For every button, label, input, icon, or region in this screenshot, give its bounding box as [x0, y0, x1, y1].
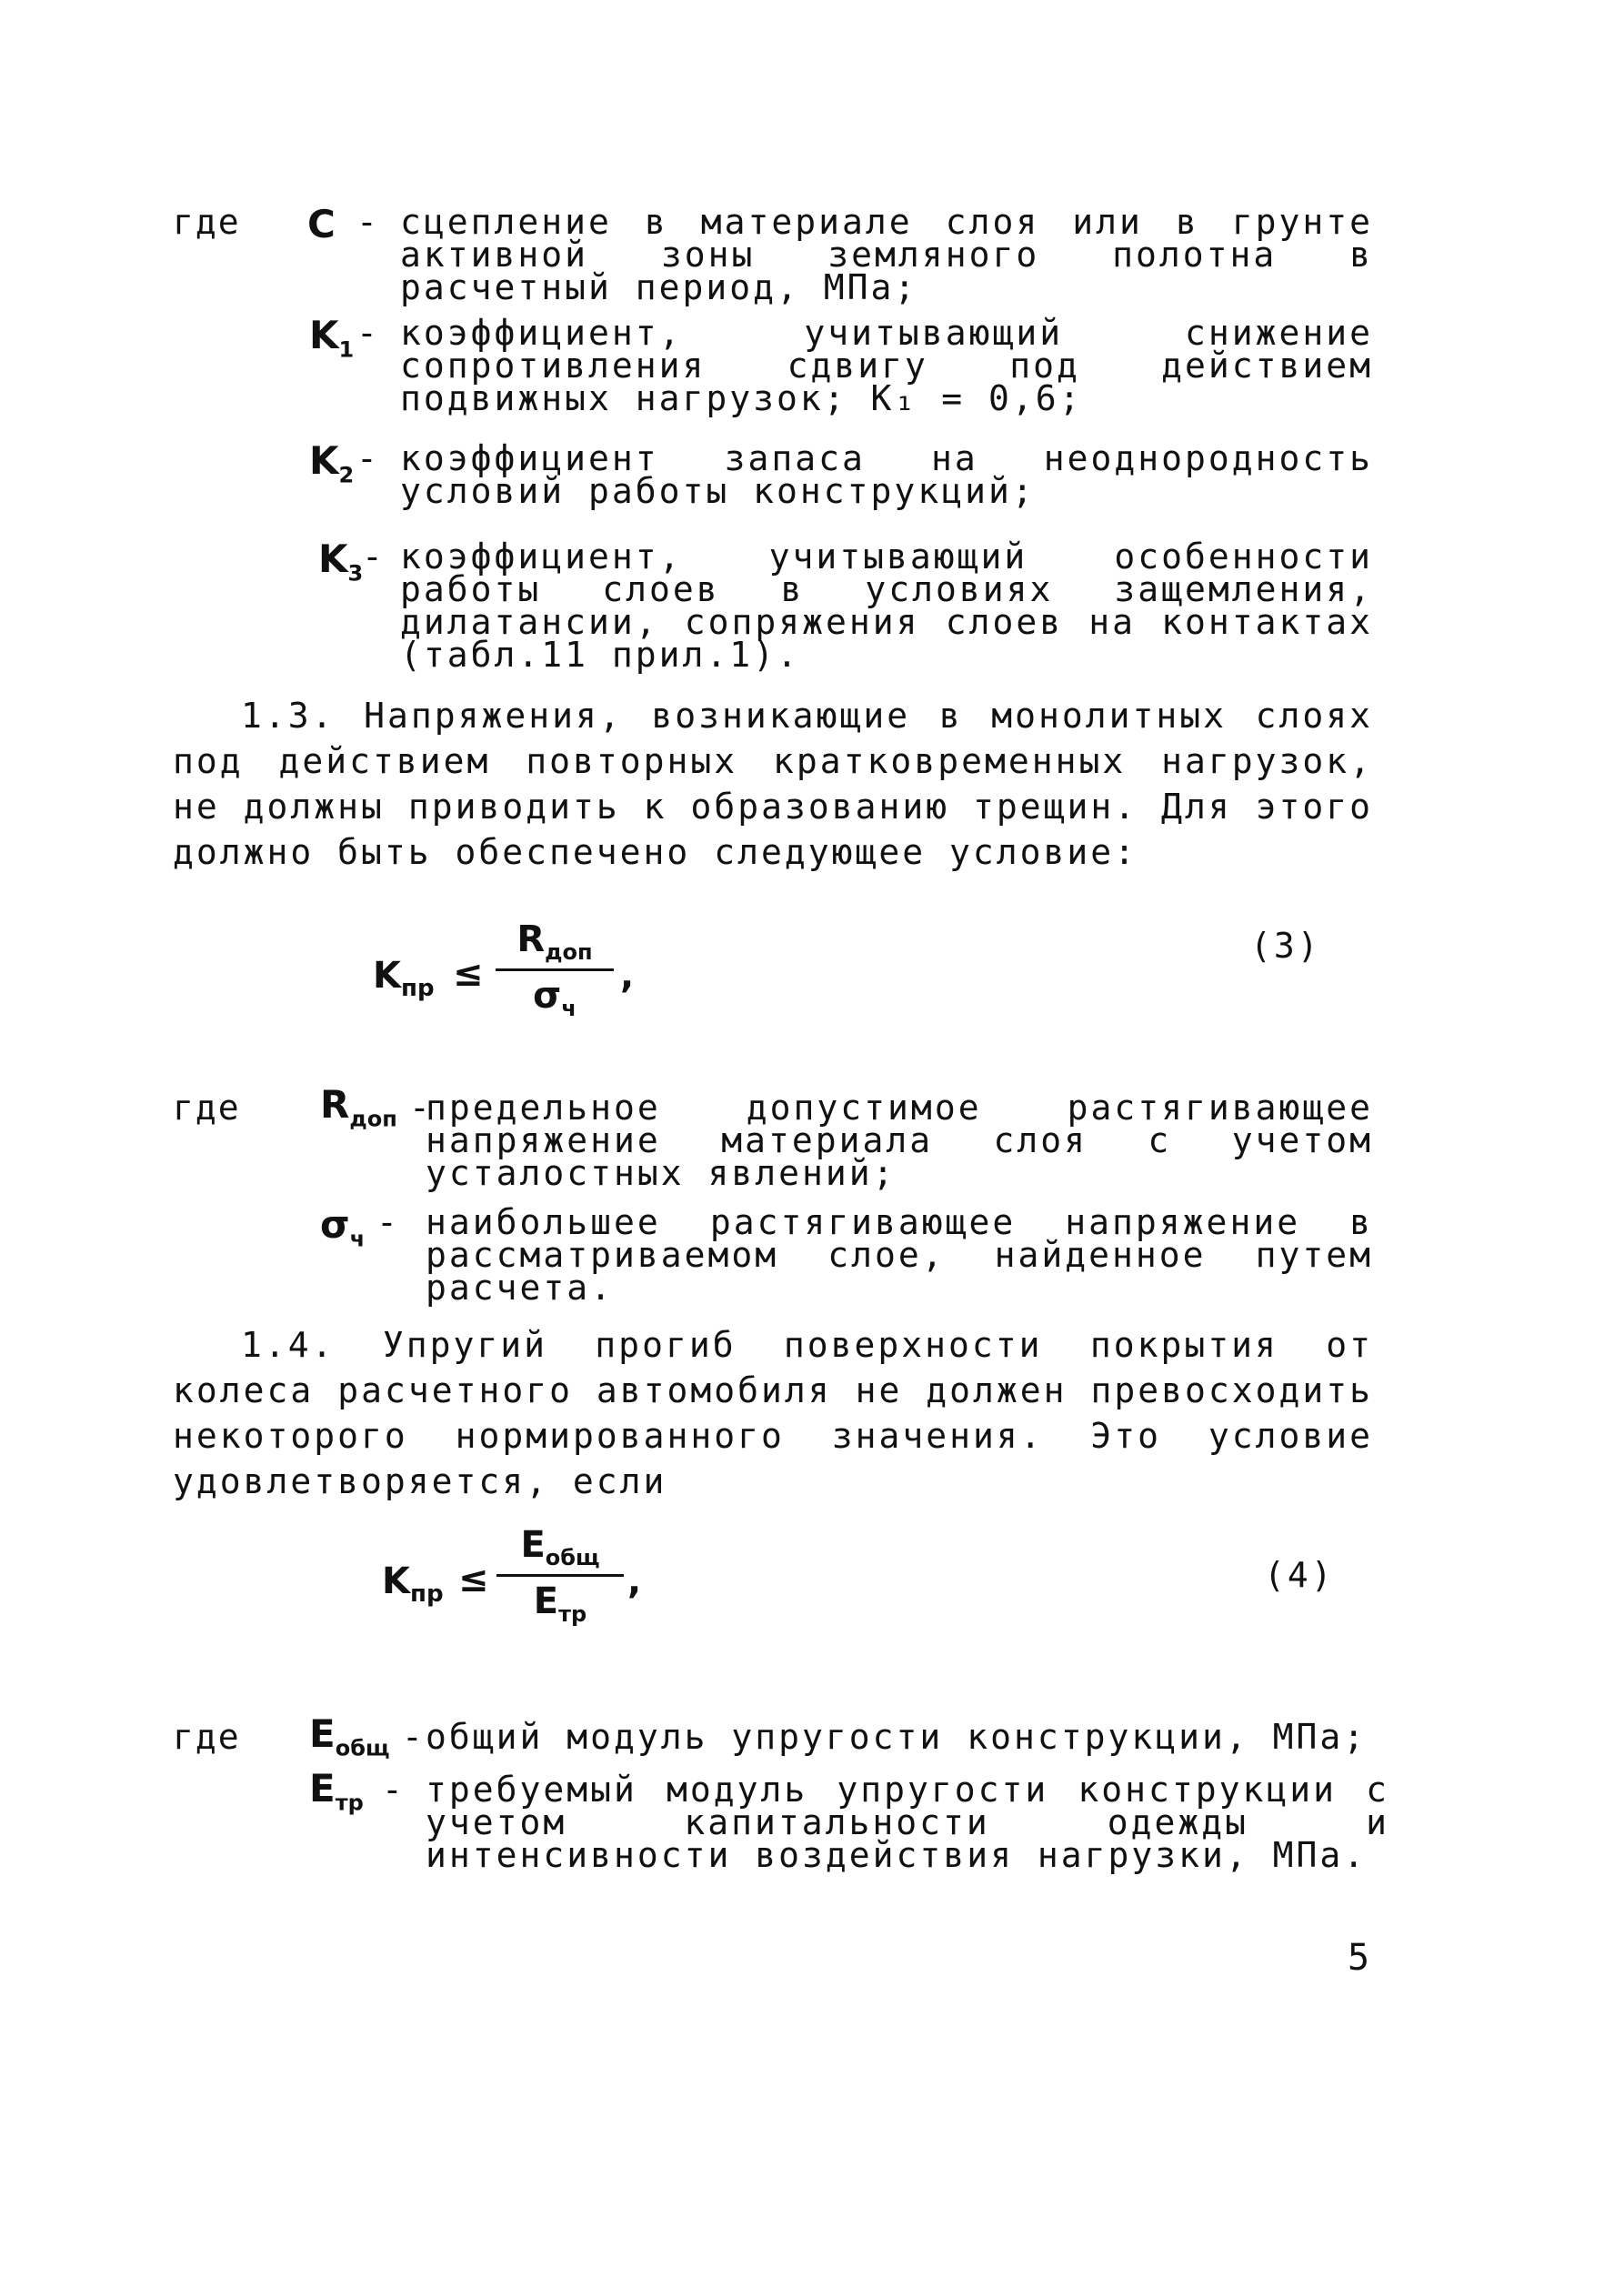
definition-sigma: наибольшее растягивающее напряжение в рассматриваемом слое, найденное путем расчета. — [426, 1202, 1373, 1308]
page-number: 5 — [1348, 1937, 1370, 1979]
equation-number-4: (4) — [1264, 1555, 1335, 1595]
definition-k3: коэффициент, учитывающий особенности работы слоев в условиях защемления, дилатансии, сопряжения слоев на контактах (табл.11 прил.1). — [400, 537, 1373, 675]
formula-4: $K_{пр}$ ≤ $E_{общ}$ $E_{тр}$ , — [382, 1524, 642, 1627]
symbol-e-obsh: $E_{общ}$ — [309, 1711, 390, 1761]
dash: - — [356, 202, 377, 242]
dash: - — [356, 438, 377, 478]
symbol-e-tr: $E_{тр}$ — [309, 1766, 364, 1816]
dash: - — [362, 537, 383, 577]
symbol-c: C — [307, 202, 336, 246]
definition-e-obsh: общий модуль упругости конструкции, МПа; — [426, 1717, 1368, 1757]
dash: - — [376, 1202, 397, 1242]
formula-3: $K_{пр}$ ≤ $R_{доп}$ $\sigma_ч$ , — [373, 918, 635, 1021]
definition-e-tr: требуемый модуль упругости конструкции с учетом капитальности одежды и интенсивности воздействия нагрузки, МПа. — [426, 1770, 1389, 1875]
where-label-3: где — [173, 1717, 241, 1757]
symbol-k1: $K_1$ — [309, 313, 355, 363]
symbol-r-dop: $R_{доп}$ — [320, 1082, 397, 1132]
paragraph-1-4: 1.4. Упругий прогиб поверхности покрытия от колеса расчетного автомобиля не должен превосходить некоторого нормированного значения. Это условие удовлетворяется, если — [173, 1325, 1373, 1501]
where-label-2: где — [173, 1088, 241, 1128]
dash: - — [356, 313, 377, 353]
definition-c: сцепление в материале слоя или в грунте активной зоны земляного полотна в расчетный период, МПа; — [400, 202, 1373, 307]
definition-k1: коэффициент, учитывающий снижение сопротивления сдвигу под действием подвижных нагрузок; K₁ = 0,6; — [400, 313, 1373, 418]
symbol-k2: $K_2$ — [309, 438, 355, 488]
definition-k2: коэффициент запаса на неоднородность условий работы конструкций; — [400, 438, 1373, 511]
symbol-sigma: $\sigma_ч$ — [320, 1202, 366, 1252]
paragraph-1-3: 1.3. Напряжения, возникающие в монолитных слоях под действием повторных кратковременных нагрузок, не должны приводить к образованию трещин. Для этого должно быть обеспечено следующее условие: — [173, 696, 1373, 872]
dash: - — [409, 1088, 430, 1128]
symbol-k3: $K_3$ — [318, 537, 364, 587]
where-label-1: где — [173, 202, 241, 242]
definition-r-dop: предельное допустимое растягивающее напряжение материала слоя с учетом усталостных явлений; — [426, 1088, 1373, 1193]
equation-number-3: (3) — [1250, 926, 1321, 966]
dash: - — [382, 1770, 403, 1810]
dash: - — [402, 1717, 423, 1757]
